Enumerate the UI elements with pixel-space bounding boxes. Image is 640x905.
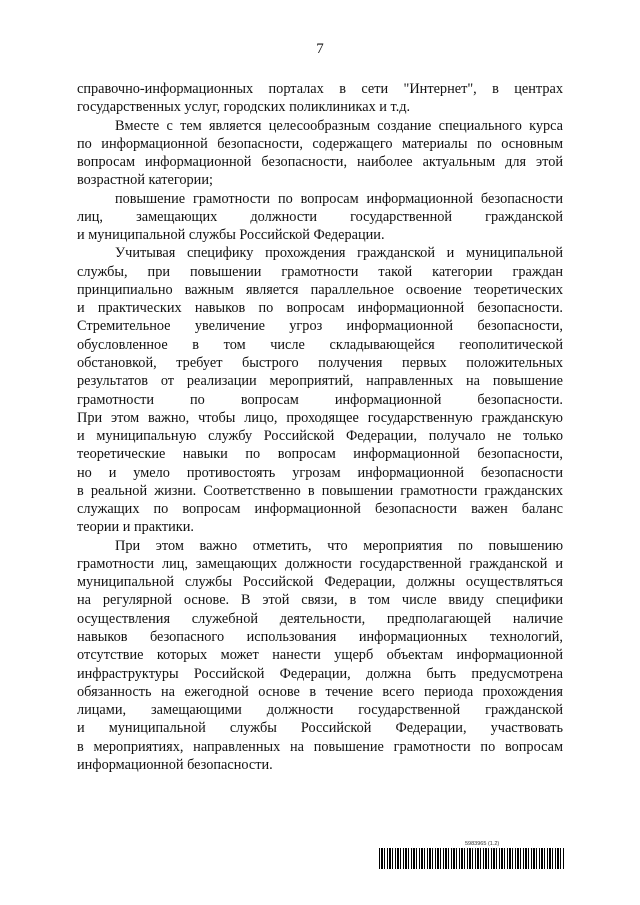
text-line: в мероприятиях, направленных на повышение грамотности по вопросам [77,738,563,755]
text-line: и муниципальной службы Российской Федерации. [77,227,385,244]
text-line: справочно-информационных порталах в сети "Интернет", в центрах [77,81,563,97]
text-line: государственных услуг, городских поликлиниках и т.д. [77,99,411,116]
text-line: принципиально важным является параллельное освоение теоретических [77,281,563,298]
text-line: муниципальной службы Российской Федерации, должны осуществляться [77,574,563,591]
text-line: результатов от реализации мероприятий, направленных на повышение [77,373,563,390]
text-line: служащих по вопросам информационной безопасности важен баланс [77,501,563,518]
document-code: 5983965 (1.2) [465,841,500,847]
text-line: вопросам информационной безопасности, наиболее актуальным для этой [77,154,563,171]
text-line: навыков безопасного использования информационных технологий, [77,628,563,645]
text-line: Учитывая специфику прохождения гражданской и муниципальной [115,245,563,262]
text-line: службы, при повышении грамотности такой категории граждан [77,263,563,280]
text-line: информационной безопасности. [77,756,273,773]
text-line: теории и практики. [77,519,194,536]
text-line: лиц, замещающих должности государственной гражданской [77,208,563,225]
text-line: При этом важно отметить, что мероприятия по повышению [115,537,563,554]
text-line: обусловленное в том числе складывающейся геополитической [77,336,563,353]
text-line: инфраструктуры Российской Федерации, должна быть предусмотрена [77,665,563,682]
text-line: и муниципальную службу Российской Федерации, получало не только [77,428,563,445]
text-line: Вместе с тем является целесообразным создание специального курса [115,117,563,134]
text-line: При этом важно, чтобы лицо, проходящее государственную гражданскую [77,409,563,426]
text-line: теоретические навыки по вопросам информационной безопасности, [77,446,563,463]
text-line: повышение грамотности по вопросам информационной безопасности [115,190,563,207]
barcode-image [379,848,565,869]
text-line: грамотности по вопросам информационной безопасности. [77,391,563,408]
text-line: но и умело противостоять угрозам информационной безопасности [77,464,563,481]
text-line: лицами, замещающими должности государственной гражданской [77,702,563,719]
text-line: и практических навыков по вопросам информационной безопасности. [77,300,563,317]
text-line: возрастной категории; [77,172,213,189]
text-line: обстановкой, требует быстрого получения первых положительных [77,354,563,371]
text-line: грамотности лиц, замещающих должности государственной гражданской и [77,555,563,572]
text-line: отсутствие которых может нанести ущерб объектам информационной [77,647,563,664]
text-line: на регулярной основе. В этой связи, в том числе ввиду специфики [77,592,563,609]
text-line: осуществления служебной деятельности, предполагающей наличие [77,610,563,627]
text-line: Стремительное увеличение угроз информационной безопасности, [77,318,563,335]
text-line: в реальной жизни. Соответственно в повышении грамотности гражданских [77,482,563,499]
text-line: по информационной безопасности, содержащего материалы по основным [77,135,563,152]
page-number: 7 [316,41,324,57]
text-line: и муниципальной службы Российской Федерации, участвовать [77,720,563,737]
text-line: обязанность на ежегодной основе в течение всего периода прохождения [77,683,563,700]
